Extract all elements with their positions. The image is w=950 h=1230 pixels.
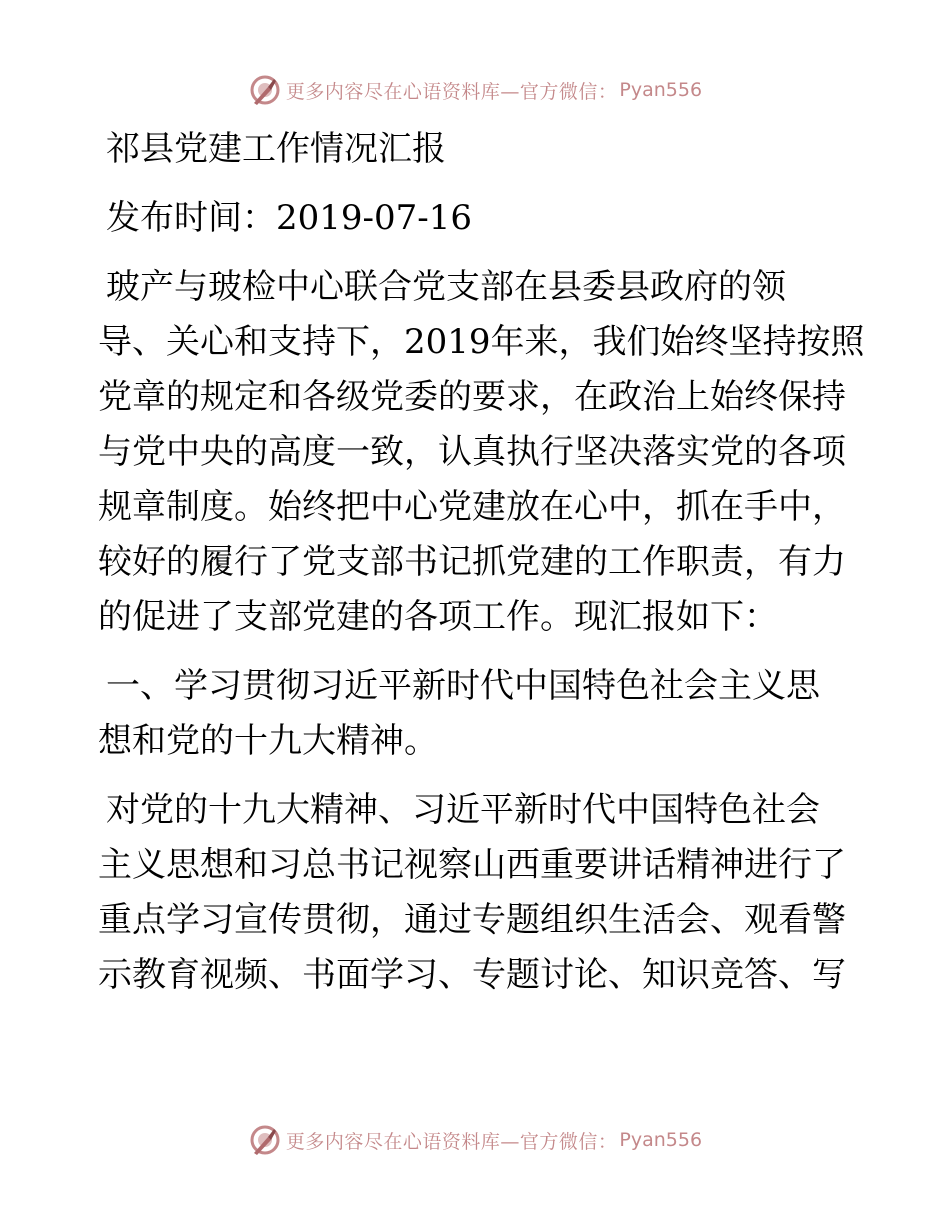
paragraph-line: 与党中央的高度一致，认真执行坚决落实党的各项: [98, 432, 846, 472]
pen-logo-icon: [248, 73, 282, 107]
paragraph-line: 主义思想和习总书记视察山西重要讲话精神进行了: [98, 845, 846, 885]
paragraph-line: 对党的十九大精神、习近平新时代中国特色社会: [106, 790, 820, 830]
footer-watermark: [0, 1120, 950, 1160]
pen-logo-icon: [248, 1123, 282, 1157]
publish-date: 发布时间：2019-07-16: [106, 198, 473, 238]
paragraph-line: 示教育视频、书面学习、专题讨论、知识竞答、写: [98, 955, 846, 995]
paragraph-line: 较好的履行了党支部书记抓党建的工作职责，有力: [98, 542, 846, 582]
paragraph-line: 规章制度。始终把中心党建放在心中，抓在手中，: [98, 487, 846, 527]
watermark-wechat-id: Pyan556: [619, 79, 703, 101]
paragraph-line: 玻产与玻检中心联合党支部在县委县政府的领: [106, 267, 786, 307]
paragraph-line: 重点学习宣传贯彻，通过专题组织生活会、观看警: [98, 900, 846, 940]
paragraph-intro: [98, 260, 865, 645]
watermark-text: 更多内容尽在心语资料库—官方微信：: [285, 80, 618, 103]
paragraph-line: 党章的规定和各级党委的要求，在政治上始终保持: [98, 377, 846, 417]
watermark-wechat-id: Pyan556: [619, 1129, 703, 1151]
heading-line: 想和党的十九大精神。: [98, 721, 438, 761]
paragraph-line: 的促进了支部党建的各项工作。现汇报如下：: [98, 597, 778, 637]
heading-line: 一、学习贯彻习近平新时代中国特色社会主义思: [106, 666, 820, 706]
paragraph-study: [98, 783, 858, 1003]
watermark-text: 更多内容尽在心语资料库—官方微信：: [285, 1130, 618, 1153]
document-title: 祁县党建工作情况汇报: [106, 129, 446, 169]
document-body: [98, 122, 865, 1003]
paragraph-line: 导、关心和支持下，2019年来，我们始终坚持按照: [98, 322, 865, 362]
section-heading-1: [98, 659, 858, 769]
header-watermark: [0, 70, 950, 110]
